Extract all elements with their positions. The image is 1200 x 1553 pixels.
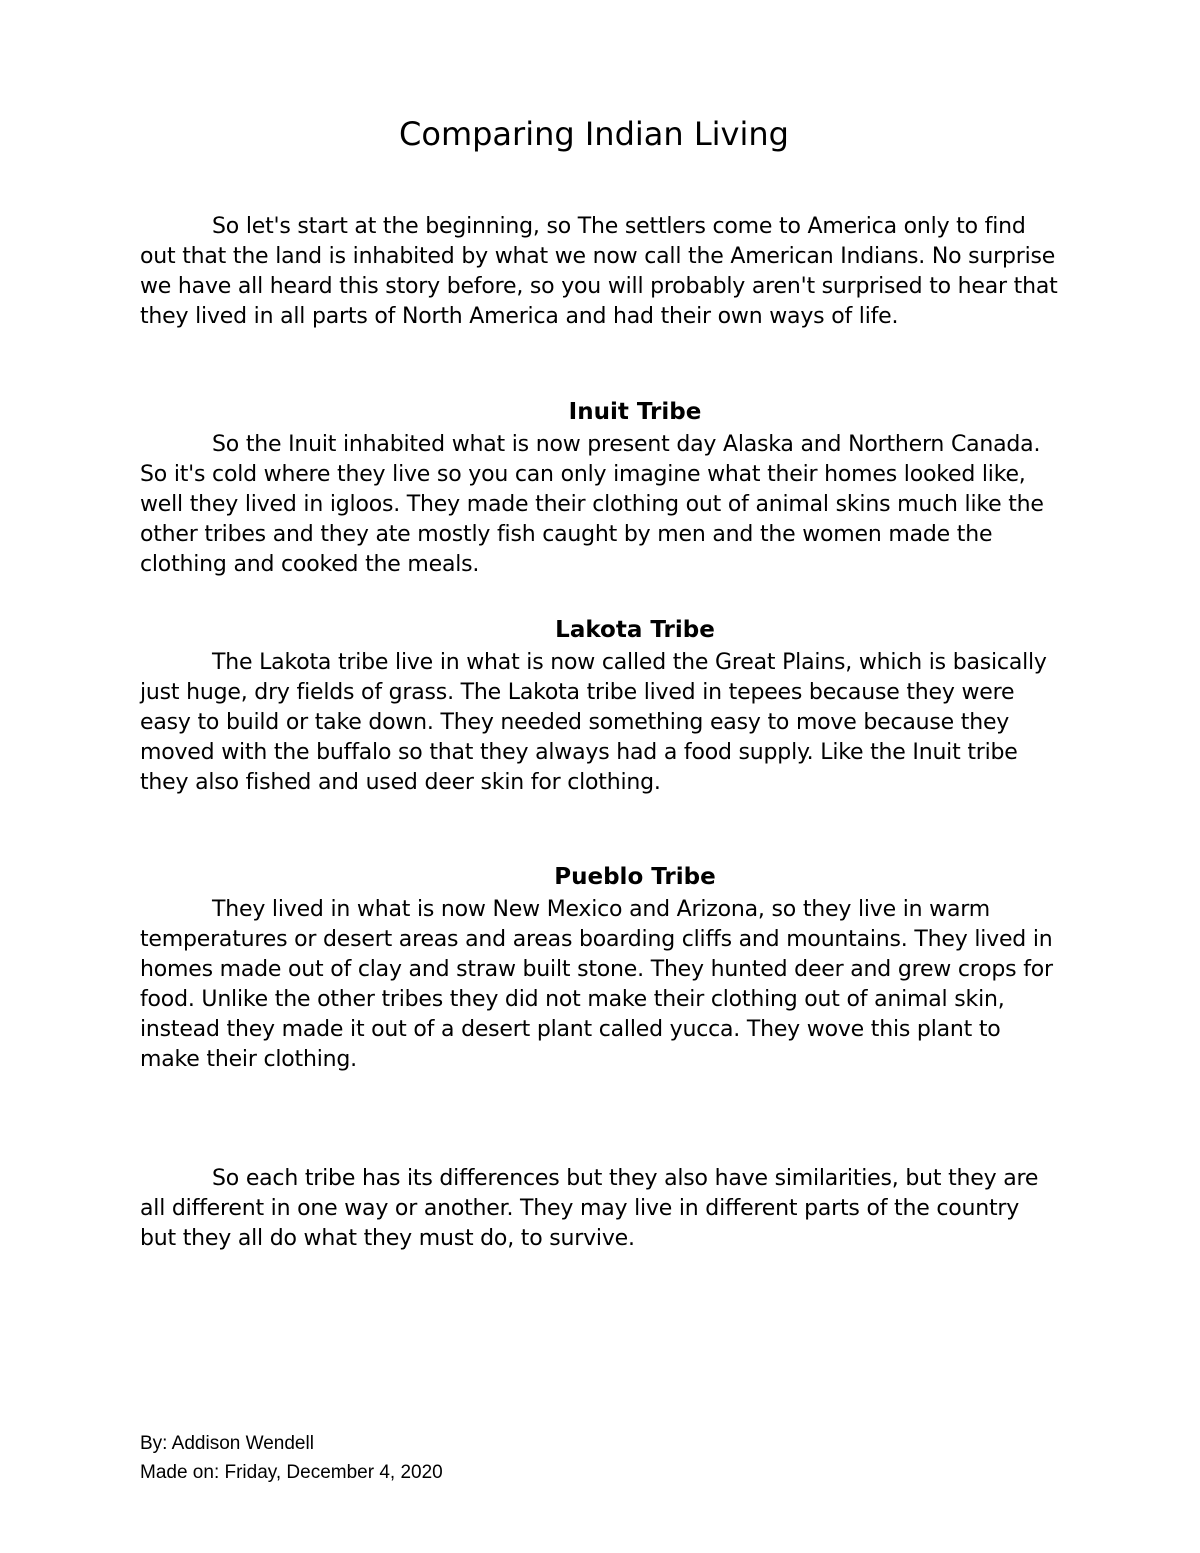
section-body-inuit-text: So the Inuit inhabited what is now present day Alaska and Northern Canada. So it's cold where they live so you can only imagine what their homes looked like, well they lived in igloos. They made their clothing out of animal skins much like the other tribes and they ate mostly fish caught by men and the women made the clothing and cooked the meals.	[140, 432, 1044, 577]
section-heading-pueblo: Pueblo Tribe	[554, 864, 716, 890]
conclusion-paragraph	[140, 1164, 1060, 1254]
section-heading-lakota: Lakota Tribe	[555, 617, 715, 643]
section-body-pueblo	[140, 895, 1060, 1075]
section-body-lakota-text: The Lakota tribe live in what is now called the Great Plains, which is basically just huge, dry fields of grass. The Lakota tribe lived in tepees because they were easy to build or take down. They needed something easy to move because they moved with the buffalo so that they always had a food supply. Like the Inuit tribe they also fished and used deer skin for clothing.	[140, 650, 1047, 795]
footer-date: Made on: Friday, December 4, 2020	[140, 1462, 443, 1483]
section-body-inuit	[140, 430, 1060, 580]
conclusion-text: So each tribe has its differences but they also have similarities, but they are all different in one way or another. They may live in different parts of the country but they all do what they must do, to survive.	[140, 1166, 1039, 1251]
footer-author: By: Addison Wendell	[140, 1433, 314, 1454]
section-body-pueblo-text: They lived in what is now New Mexico and Arizona, so they live in warm temperatures or desert areas and areas boarding cliffs and mountains. They lived in homes made out of clay and straw built stone. They hunted deer and grew crops for food. Unlike the other tribes they did not make their clothing out of animal skin, instead they made it out of a desert plant called yucca. They wove this plant to make their clothing.	[140, 897, 1053, 1072]
section-heading-inuit: Inuit Tribe	[568, 399, 702, 425]
section-body-lakota	[140, 648, 1060, 798]
footer	[140, 1429, 443, 1487]
intro-paragraph	[140, 212, 1060, 332]
intro-text: So let's start at the beginning, so The settlers come to America only to find out that the land is inhabited by what we now call the American Indians. No surprise we have all heard this story before, so you will probably aren't surprised to hear that they lived in all parts of North America and had their own ways of life.	[140, 214, 1058, 329]
document-title: Comparing Indian Living	[399, 115, 789, 153]
